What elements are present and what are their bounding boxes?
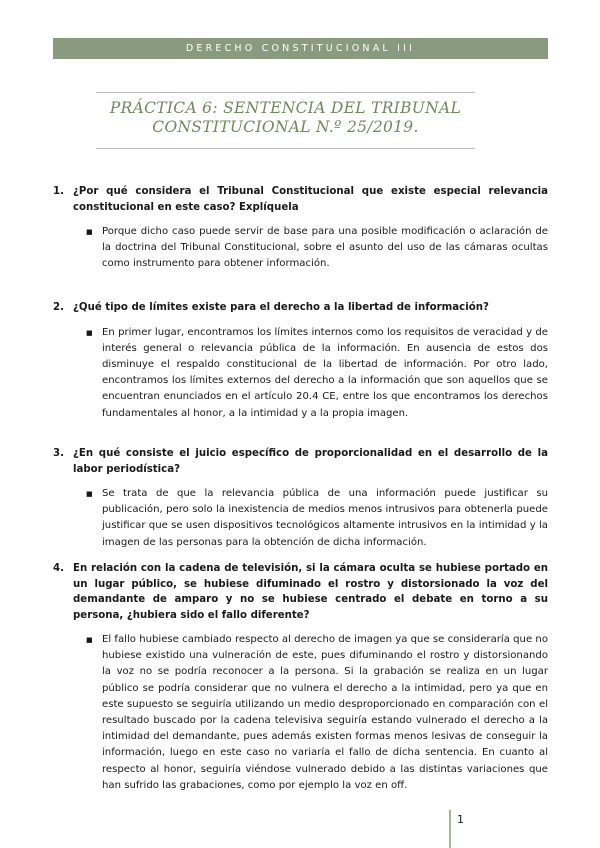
question-block-2 — [53, 300, 548, 422]
bullet-icon: ■ — [86, 328, 93, 337]
page-number: 1 — [457, 813, 464, 826]
title-line-2: CONSTITUCIONAL N.º 25/2019. — [152, 118, 419, 136]
question-number: 4. — [53, 563, 64, 574]
answer-text: En primer lugar, encontramos los límites internos como los requisitos de veracidad y de interés general o relevancia pública de la información. En ausencia de estos dos disminuye el respaldo constitucional de la libertad de información. Por otro lado, encontramos los límites externos del derecho a la información que son aquellos que se encuentran enunciados en el artículo 20.4 CE, entre los que encontramos los derechos fundamentales al honor, a la intimidad y a la propia imagen. — [102, 326, 548, 419]
question-block-3 — [53, 446, 548, 551]
answer-text: Se trata de que la relevancia pública de una información puede justificar su publicación, pero solo la inexistencia de medios menos intrusivos para obtenerla puede justificar que se usen dispositivos tecnológicos altamente intrusivos en la intimidad y la imagen de las personas para la obtención de dicha información. — [102, 488, 548, 548]
title-line-1: PRÁCTICA 6: SENTENCIA DEL TRIBUNAL — [109, 99, 462, 117]
question-text: ¿Qué tipo de límites existe para el derecho a la libertad de información? — [73, 302, 489, 313]
question-number: 2. — [53, 302, 64, 313]
question-number: 3. — [53, 448, 64, 459]
question-block-1 — [53, 184, 548, 273]
question-text: ¿En qué consiste el juicio específico de proporcionalidad en el desarrollo de la labor periodística? — [73, 448, 548, 475]
title-top-rule — [96, 92, 475, 93]
bullet-icon: ■ — [86, 490, 93, 498]
course-header-bar — [53, 38, 548, 59]
question-text: En relación con la cadena de televisión, si la cámara oculta se hubiese portado en un lugar público, se hubiese difuminado el rostro y distorsionado la voz del demandante de amparo y no se hubiese centrado el debate en torno a su persona, ¿hubiera sido el fallo diferente? — [73, 563, 548, 621]
answer-text: El fallo hubiese cambiado respecto al derecho de imagen ya que se consideraría que no hubiese existido una vulneración de este, pues difuminando el rostro y distorsionando la voz no se podría reconocer a la persona. Si la grabación se realiza en un lugar público se podría considerar que no vulnera el derecho a la intimidad, pero ya que en este supuesto se seguiría utilizando un medio desproporcionado en comparación con el resultado buscado por la cadena televisiva seguiría estando vulnerado el derecho a la intimidad del demandante, pues además existen formas menos lesivas de conseguir la información, luego en este caso no variaría el fallo de dicha sentencia. En cuanto al respecto al honor, seguiría viéndose vulnerado debido a las distintas variaciones que han sufrido las grabaciones, como por ejemplo la voz en off. — [102, 634, 548, 791]
course-title: DERECHO CONSTITUCIONAL III — [185, 43, 416, 54]
title-bottom-rule — [96, 148, 475, 149]
bullet-icon: ■ — [86, 636, 93, 644]
question-text: ¿Por qué considera el Tribunal Constitucional que existe especial relevancia constitucional en este caso? Explíquela — [73, 186, 548, 213]
question-block-4 — [53, 561, 548, 794]
page-number-rule — [449, 810, 451, 848]
page-title — [96, 99, 475, 137]
question-number: 1. — [53, 186, 64, 197]
answer-text: Porque dicho caso puede servir de base para una posible modificación o aclaración de la doctrina del Tribunal Constitucional, sobre el asunto del uso de las cámaras ocultas como instrumento para obtener información. — [102, 226, 548, 270]
bullet-icon: ■ — [86, 228, 93, 236]
